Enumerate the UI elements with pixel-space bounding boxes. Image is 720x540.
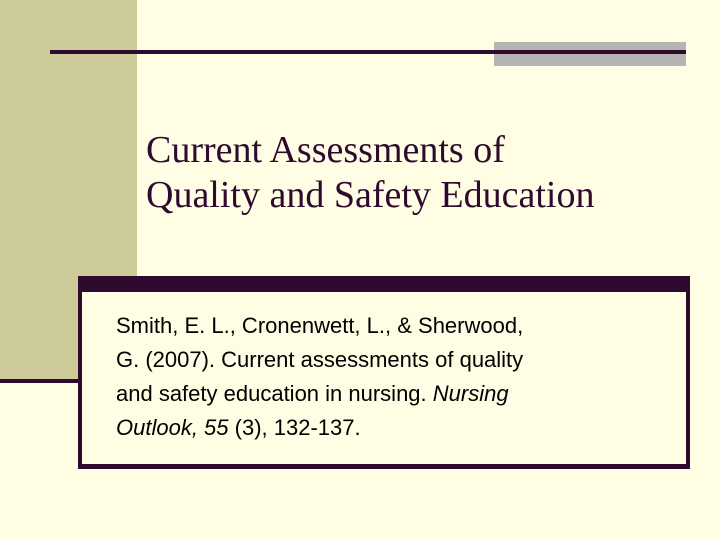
citation-journal-volume: Outlook, 55: [116, 415, 229, 440]
citation-line-2: G. (2007). Current assessments of quality: [116, 347, 524, 372]
top-accent-bar: [494, 42, 686, 66]
citation-line-3: [116, 377, 676, 411]
citation-text: [116, 309, 676, 445]
slide-title: [146, 128, 706, 218]
top-accent-line: [494, 50, 686, 54]
slide-title-line-1: Current Assessments of: [146, 129, 505, 171]
citation-line-3-text: and safety education in nursing.: [116, 381, 433, 406]
citation-line-4: [116, 411, 676, 445]
citation-journal-name: Nursing: [432, 381, 509, 406]
slide-title-line-2: Quality and Safety Education: [146, 174, 595, 216]
citation-issue-pages: (3), 132-137.: [228, 415, 361, 440]
citation-line-1: Smith, E. L., Cronenwett, L., & Sherwood,: [116, 313, 524, 338]
side-band-underline: [0, 379, 80, 383]
